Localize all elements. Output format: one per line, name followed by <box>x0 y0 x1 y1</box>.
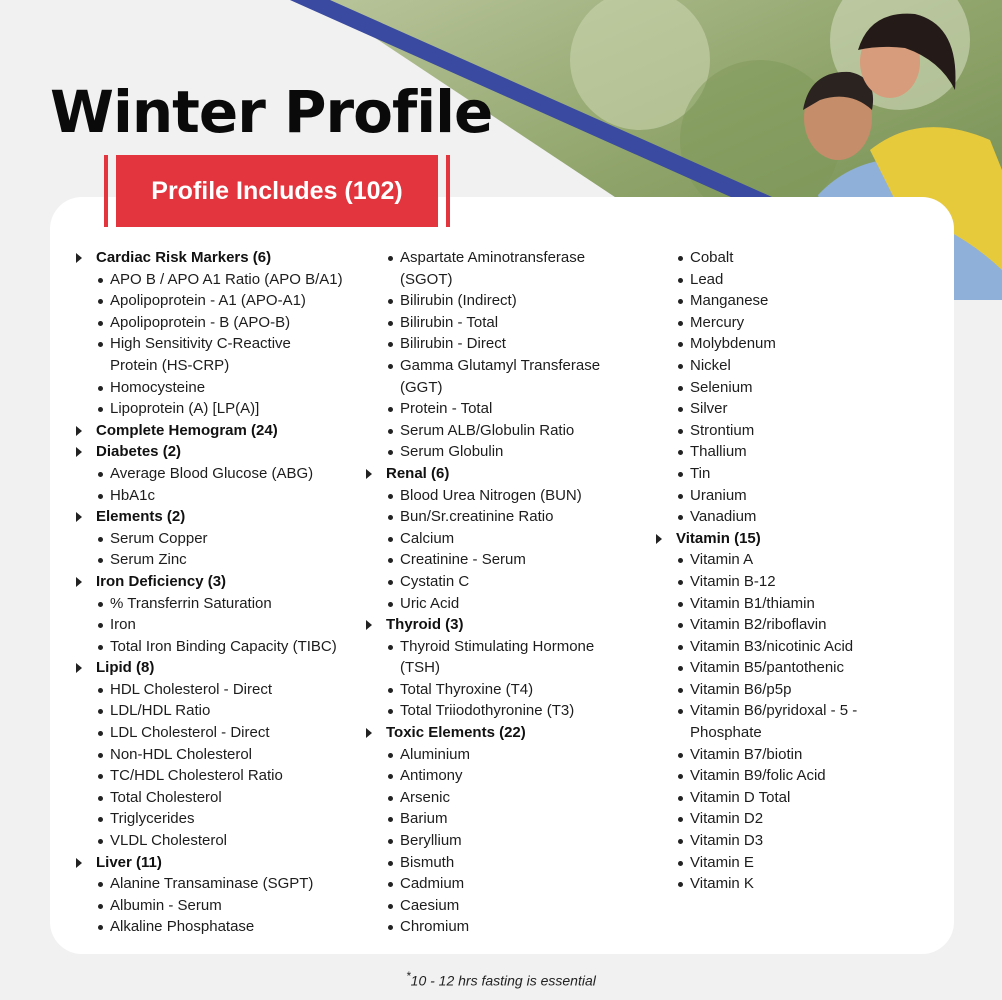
category-heading <box>76 441 366 463</box>
test-item-label: Vitamin B2/riboflavin <box>690 616 827 634</box>
test-item-label: Vitamin B7/biotin <box>690 745 803 763</box>
test-item <box>366 593 654 615</box>
bullet-dot-icon <box>388 925 393 930</box>
bullet-dot-icon <box>98 753 103 758</box>
test-item-label: HDL Cholesterol - Direct <box>110 680 272 698</box>
test-item <box>366 549 654 571</box>
category-label: Diabetes (2) <box>96 443 182 461</box>
test-item-continuation <box>366 657 654 679</box>
footnote-asterisk: * <box>406 970 411 983</box>
test-item-label: Arsenic <box>400 788 451 806</box>
bullet-dot-icon <box>388 558 393 563</box>
bullet-dot-icon <box>388 342 393 347</box>
bullet-dot-icon <box>388 256 393 261</box>
test-item <box>76 593 366 615</box>
test-item <box>656 441 946 463</box>
test-item <box>76 528 366 550</box>
test-item <box>656 636 946 658</box>
test-item-label: Vitamin D Total <box>690 788 791 806</box>
bullet-dot-icon <box>388 364 393 369</box>
test-item <box>76 549 366 571</box>
test-item-label: Aluminium <box>400 745 471 763</box>
bullet-dot-icon <box>678 407 683 412</box>
test-item-label: Average Blood Glucose (ABG) <box>110 464 314 482</box>
test-item <box>76 269 366 291</box>
test-item-label: Molybdenum <box>690 335 776 353</box>
test-item <box>76 787 366 809</box>
fasting-note-text: 10 - 12 hrs fasting is essential <box>410 972 596 989</box>
test-column-2 <box>366 247 654 938</box>
test-item <box>656 700 946 722</box>
category-label: Lipid (8) <box>96 659 155 677</box>
test-item <box>656 333 946 355</box>
triangle-bullet-icon <box>366 728 372 738</box>
test-item <box>76 679 366 701</box>
bullet-dot-icon <box>98 709 103 714</box>
bullet-dot-icon <box>678 515 683 520</box>
test-item-label: Serum ALB/Globulin Ratio <box>400 421 575 439</box>
test-item-label: LDL Cholesterol - Direct <box>110 724 270 742</box>
test-item-label: Creatinine - Serum <box>400 551 526 569</box>
test-item <box>366 290 654 312</box>
test-item <box>76 485 366 507</box>
test-item-label: Strontium <box>690 421 755 439</box>
fasting-note <box>0 970 1002 989</box>
bullet-dot-icon <box>98 882 103 887</box>
test-item <box>366 398 654 420</box>
test-item-label: HbA1c <box>110 486 156 504</box>
bullet-dot-icon <box>388 882 393 887</box>
bullet-dot-icon <box>388 580 393 585</box>
bullet-dot-icon <box>388 299 393 304</box>
bullet-dot-icon <box>98 645 103 650</box>
test-item <box>366 679 654 701</box>
test-item-label: Serum Globulin <box>400 443 504 461</box>
test-item <box>656 506 946 528</box>
test-item <box>656 377 946 399</box>
test-item <box>366 852 654 874</box>
test-item-label: High Sensitivity C-Reactive <box>110 335 291 353</box>
category-label: Thyroid (3) <box>386 616 464 634</box>
test-item-label: Lipoprotein (A) [LP(A)] <box>110 400 260 418</box>
test-item-label: Total Cholesterol <box>110 788 222 806</box>
bullet-dot-icon <box>678 580 683 585</box>
test-item-label: Vitamin B-12 <box>690 572 776 590</box>
test-item-label: Serum Zinc <box>110 551 187 569</box>
triangle-bullet-icon <box>76 663 82 673</box>
test-item-label: APO B / APO A1 Ratio (APO B/A1) <box>110 270 343 288</box>
test-item-label: Serum Copper <box>110 529 208 547</box>
test-item <box>366 765 654 787</box>
test-item <box>366 355 654 377</box>
category-label: Vitamin (15) <box>676 529 761 547</box>
bullet-dot-icon <box>678 342 683 347</box>
bullet-dot-icon <box>678 494 683 499</box>
bullet-dot-icon <box>98 904 103 909</box>
test-item-label: Non-HDL Cholesterol <box>110 745 253 763</box>
triangle-bullet-icon <box>76 512 82 522</box>
category-label: Toxic Elements (22) <box>386 724 526 742</box>
test-item-label: Vitamin B1/thiamin <box>690 594 815 612</box>
test-item-label: Beryllium <box>400 832 462 850</box>
test-item <box>76 873 366 895</box>
banner-left-edge <box>104 155 108 227</box>
bullet-dot-icon <box>98 472 103 477</box>
bullet-dot-icon <box>388 537 393 542</box>
bullet-dot-icon <box>98 602 103 607</box>
test-item <box>366 873 654 895</box>
category-heading <box>366 722 654 744</box>
test-item-label: Vitamin B6/p5p <box>690 680 792 698</box>
test-item <box>366 485 654 507</box>
test-item <box>656 398 946 420</box>
test-item-label: Cadmium <box>400 875 465 893</box>
bullet-dot-icon <box>98 407 103 412</box>
bullet-dot-icon <box>388 429 393 434</box>
test-item-label: Gamma Glutamyl Transferase <box>400 356 601 374</box>
test-item-label: Vitamin B5/pantothenic <box>690 659 844 677</box>
test-item <box>76 333 366 355</box>
test-item-label: Lead <box>690 270 724 288</box>
test-item <box>76 830 366 852</box>
test-item-label: Mercury <box>690 313 745 331</box>
test-item-label: % Transferrin Saturation <box>110 594 272 612</box>
test-item <box>366 636 654 658</box>
test-item-label: Chromium <box>400 918 470 936</box>
test-item-label: Alanine Transaminase (SGPT) <box>110 875 314 893</box>
category-heading <box>366 614 654 636</box>
triangle-bullet-icon <box>366 620 372 630</box>
test-item <box>366 247 654 269</box>
test-item-label: Bismuth <box>400 853 455 871</box>
test-item-label: Triglycerides <box>110 810 195 828</box>
test-item <box>656 312 946 334</box>
test-column-3 <box>656 247 946 895</box>
bullet-dot-icon <box>388 817 393 822</box>
test-item <box>76 290 366 312</box>
bullet-dot-icon <box>388 321 393 326</box>
bullet-dot-icon <box>98 537 103 542</box>
test-item <box>656 679 946 701</box>
test-item <box>366 916 654 938</box>
test-item-label: Bilirubin - Total <box>400 313 499 331</box>
test-item-label: Vanadium <box>690 508 757 526</box>
bullet-dot-icon <box>98 688 103 693</box>
test-item <box>656 787 946 809</box>
bullet-dot-icon <box>388 515 393 520</box>
bullet-dot-icon <box>98 731 103 736</box>
category-heading <box>366 463 654 485</box>
bullet-dot-icon <box>678 299 683 304</box>
test-item <box>656 657 946 679</box>
bullet-dot-icon <box>678 645 683 650</box>
test-item-continuation <box>76 355 366 377</box>
bullet-dot-icon <box>678 774 683 779</box>
bullet-dot-icon <box>98 817 103 822</box>
category-heading <box>76 571 366 593</box>
test-item-label: Blood Urea Nitrogen (BUN) <box>400 486 582 504</box>
banner-right-edge <box>446 155 450 227</box>
test-item-label: Nickel <box>690 356 731 374</box>
test-item-label: Total Iron Binding Capacity (TIBC) <box>110 637 337 655</box>
test-item-label: Bun/Sr.creatinine Ratio <box>400 508 554 526</box>
category-heading <box>76 420 366 442</box>
bullet-dot-icon <box>388 861 393 866</box>
page-title: Winter Profile <box>50 78 493 146</box>
test-item-label: Homocysteine <box>110 378 206 396</box>
bullet-dot-icon <box>98 796 103 801</box>
test-item <box>656 830 946 852</box>
category-heading <box>76 657 366 679</box>
bullet-dot-icon <box>678 861 683 866</box>
bullet-dot-icon <box>98 623 103 628</box>
bullet-dot-icon <box>98 321 103 326</box>
bullet-dot-icon <box>678 796 683 801</box>
test-item-label: Silver <box>690 400 728 418</box>
triangle-bullet-icon <box>76 447 82 457</box>
test-item <box>76 463 366 485</box>
test-item <box>656 614 946 636</box>
test-item <box>366 787 654 809</box>
bullet-dot-icon <box>678 364 683 369</box>
test-item-label: (TSH) <box>400 659 440 677</box>
test-item <box>76 700 366 722</box>
bullet-dot-icon <box>678 753 683 758</box>
test-item-label: Vitamin D2 <box>690 810 764 828</box>
test-item <box>656 873 946 895</box>
test-column-1 <box>76 247 366 938</box>
bullet-dot-icon <box>678 450 683 455</box>
test-item-label: Manganese <box>690 292 769 310</box>
category-heading <box>76 506 366 528</box>
test-item-label: Tin <box>690 464 711 482</box>
triangle-bullet-icon <box>76 577 82 587</box>
test-item <box>656 808 946 830</box>
category-label: Liver (11) <box>96 853 162 871</box>
bullet-dot-icon <box>388 774 393 779</box>
test-item <box>366 333 654 355</box>
test-item <box>656 247 946 269</box>
bullet-dot-icon <box>678 709 683 714</box>
test-item-label: Cystatin C <box>400 572 470 590</box>
test-item-label: Uric Acid <box>400 594 460 612</box>
test-item-label: Protein - Total <box>400 400 493 418</box>
bullet-dot-icon <box>98 386 103 391</box>
test-item-label: Albumin - Serum <box>110 896 222 914</box>
test-item <box>76 808 366 830</box>
test-item <box>366 312 654 334</box>
triangle-bullet-icon <box>76 253 82 263</box>
bullet-dot-icon <box>678 688 683 693</box>
bullet-dot-icon <box>678 666 683 671</box>
test-item <box>656 571 946 593</box>
test-item-label: Caesium <box>400 896 460 914</box>
test-item-label: Vitamin E <box>690 853 754 871</box>
category-heading <box>76 852 366 874</box>
test-item <box>76 398 366 420</box>
category-heading <box>656 528 946 550</box>
bullet-dot-icon <box>388 839 393 844</box>
test-item-label: TC/HDL Cholesterol Ratio <box>110 767 283 785</box>
category-label: Iron Deficiency (3) <box>96 572 227 590</box>
bullet-dot-icon <box>98 925 103 930</box>
test-item <box>656 290 946 312</box>
test-item-label: Vitamin D3 <box>690 832 764 850</box>
test-item <box>76 312 366 334</box>
test-item <box>76 636 366 658</box>
test-item <box>366 895 654 917</box>
bullet-dot-icon <box>388 796 393 801</box>
bullet-dot-icon <box>388 904 393 909</box>
bullet-dot-icon <box>98 278 103 283</box>
test-item <box>76 722 366 744</box>
test-item-label: Total Triiodothyronine (T3) <box>400 702 575 720</box>
bullet-dot-icon <box>388 450 393 455</box>
test-item <box>76 765 366 787</box>
bullet-dot-icon <box>678 839 683 844</box>
test-item-label: Selenium <box>690 378 753 396</box>
banner-label: Profile Includes (102) <box>116 155 438 227</box>
test-item <box>656 269 946 291</box>
test-item <box>76 377 366 399</box>
triangle-bullet-icon <box>76 858 82 868</box>
test-item-label: VLDL Cholesterol <box>110 832 228 850</box>
test-item <box>656 485 946 507</box>
category-label: Elements (2) <box>96 508 186 526</box>
profile-banner <box>104 155 450 227</box>
test-item <box>656 355 946 377</box>
test-item <box>366 506 654 528</box>
test-item-label: Aspartate Aminotransferase <box>400 249 586 266</box>
test-item <box>656 463 946 485</box>
test-item-label: Vitamin B9/folic Acid <box>690 767 826 785</box>
test-item-label: Vitamin K <box>690 875 754 893</box>
test-item-continuation <box>656 722 946 744</box>
test-item <box>656 593 946 615</box>
bullet-dot-icon <box>388 688 393 693</box>
test-item-label: Vitamin A <box>690 551 754 569</box>
bullet-dot-icon <box>678 602 683 607</box>
test-item-label: (SGOT) <box>400 270 453 288</box>
bullet-dot-icon <box>678 817 683 822</box>
bullet-dot-icon <box>388 709 393 714</box>
test-item <box>366 420 654 442</box>
test-item <box>76 744 366 766</box>
bullet-dot-icon <box>678 256 683 261</box>
test-item-label: Bilirubin - Direct <box>400 335 506 353</box>
test-item-label: Vitamin B6/pyridoxal - 5 - <box>690 702 858 720</box>
test-item <box>366 571 654 593</box>
category-label: Renal (6) <box>386 464 450 482</box>
bullet-dot-icon <box>98 299 103 304</box>
test-item <box>366 700 654 722</box>
test-item-label: Thallium <box>690 443 747 461</box>
test-item-continuation <box>366 269 654 291</box>
test-item-label: Apolipoprotein - B (APO-B) <box>110 313 291 331</box>
bullet-dot-icon <box>98 494 103 499</box>
bullet-dot-icon <box>678 278 683 283</box>
category-heading <box>76 247 366 269</box>
test-item-label: Thyroid Stimulating Hormone <box>400 637 595 655</box>
test-item <box>656 765 946 787</box>
test-item-label: Vitamin B3/nicotinic Acid <box>690 637 854 655</box>
bullet-dot-icon <box>678 321 683 326</box>
test-item <box>656 549 946 571</box>
test-item <box>366 528 654 550</box>
test-item-label: Calcium <box>400 529 455 547</box>
test-item <box>366 830 654 852</box>
test-item-label: Protein (HS-CRP) <box>110 356 230 374</box>
bullet-dot-icon <box>98 839 103 844</box>
bullet-dot-icon <box>678 558 683 563</box>
test-item-label: Total Thyroxine (T4) <box>400 680 534 698</box>
test-item-label: LDL/HDL Ratio <box>110 702 211 720</box>
bullet-dot-icon <box>678 386 683 391</box>
bullet-dot-icon <box>678 472 683 477</box>
test-item-label: Cobalt <box>690 249 734 266</box>
bullet-dot-icon <box>388 753 393 758</box>
bullet-dot-icon <box>388 407 393 412</box>
bullet-dot-icon <box>98 558 103 563</box>
bullet-dot-icon <box>678 623 683 628</box>
test-item-label: Iron <box>110 616 136 634</box>
category-label: Complete Hemogram (24) <box>96 421 278 439</box>
test-item <box>366 441 654 463</box>
test-item-label: Barium <box>400 810 448 828</box>
test-item-label: Alkaline Phosphatase <box>110 918 255 936</box>
bullet-dot-icon <box>388 494 393 499</box>
test-item <box>76 916 366 938</box>
test-item <box>366 808 654 830</box>
bullet-dot-icon <box>388 645 393 650</box>
test-item-label: (GGT) <box>400 378 443 396</box>
test-item-continuation <box>366 377 654 399</box>
bullet-dot-icon <box>678 882 683 887</box>
test-item <box>76 895 366 917</box>
test-item-label: Uranium <box>690 486 747 504</box>
category-label: Cardiac Risk Markers (6) <box>96 249 272 266</box>
bullet-dot-icon <box>98 342 103 347</box>
test-item <box>76 614 366 636</box>
test-item-label: Bilirubin (Indirect) <box>400 292 517 310</box>
test-item <box>656 420 946 442</box>
test-item <box>366 744 654 766</box>
test-item-label: Phosphate <box>690 724 762 742</box>
triangle-bullet-icon <box>366 469 372 479</box>
triangle-bullet-icon <box>76 426 82 436</box>
bullet-dot-icon <box>388 602 393 607</box>
test-item-label: Antimony <box>400 767 463 785</box>
test-item-label: Apolipoprotein - A1 (APO-A1) <box>110 292 306 310</box>
bullet-dot-icon <box>678 429 683 434</box>
bullet-dot-icon <box>98 774 103 779</box>
test-item <box>656 744 946 766</box>
triangle-bullet-icon <box>656 534 662 544</box>
test-item <box>656 852 946 874</box>
